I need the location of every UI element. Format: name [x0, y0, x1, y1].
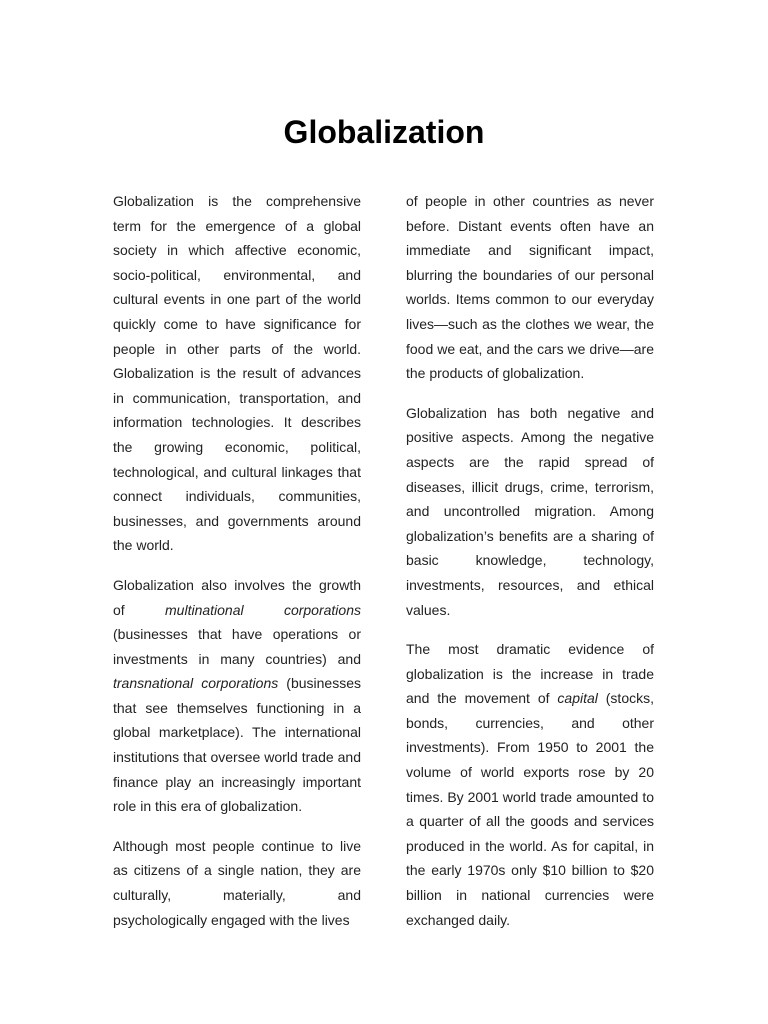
emphasis-term: capital [557, 690, 598, 707]
paragraph-trade-evidence [406, 637, 654, 932]
right-column [406, 189, 654, 947]
text-span: Globalization also involves the growth of [113, 576, 361, 618]
paragraph-citizens: Although most people continue to live as citizens of a single nation, they are culturally, materially, and psychologically engaged with the lives [113, 837, 361, 928]
left-column [113, 189, 361, 947]
text-span: (stocks, bonds, currencies, and other investments). From 1950 to 2001 the volume of world exports rose by 20 times. By 2001 world trade amounted to a quarter of all the goods and services produced in the world. As for capital, in the early 1970s only $10 billion to $20 billion in national currencies were exchanged daily. [406, 690, 654, 928]
paragraph-corporations [113, 573, 361, 819]
emphasis-term: transnational corporations [113, 675, 279, 692]
paragraph-citizens-continued: of people in other countries as never before. Distant events often have an immediate and significant impact, blurring the boundaries of our personal worlds. Items common to our everyday lives—such as the clothes we wear, the food we eat, and the cars we drive—are the products of globalization. [406, 193, 654, 382]
paragraph-aspects: Globalization has both negative and positive aspects. Among the negative aspects are the rapid spread of diseases, illicit drugs, crime, terrorism, and uncontrolled migration. Among globalization’s benefits are a sharing of basic knowledge, technology, investments, resources, and ethical values. [406, 404, 654, 618]
emphasis-term: multinational corporations [165, 601, 361, 618]
text-span: The most dramatic evidence of globalization is the increase in trade and the movement of [406, 641, 654, 707]
paragraph-definition: Globalization is the comprehensive term for the emergence of a global society in which affective economic, socio-political, environmental, and cultural events in one part of the world quickly come to have significance for people in other parts of the world. Globalization is the result of advances in communication, transportation, and information technologies. It describes the growing economic, political, technological, and cultural linkages that connect individuals, communities, businesses, and governments around the world. [113, 193, 361, 554]
page-title: Globalization [283, 114, 485, 150]
text-span: (businesses that see themselves functioning in a global marketplace). The international institutions that oversee world trade and finance play an increasingly important role in this era of globalization. [113, 675, 361, 815]
text-span: (businesses that have operations or investments in many countries) and [113, 626, 361, 667]
